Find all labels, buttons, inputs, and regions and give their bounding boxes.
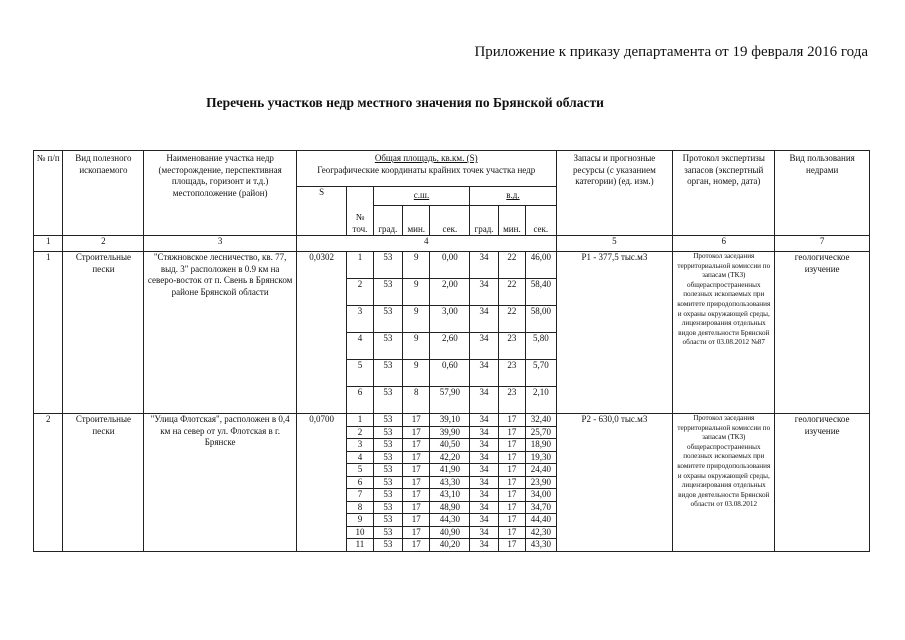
- header-lon-deg: град.: [470, 206, 498, 236]
- lon-sec: 32,40: [526, 414, 557, 427]
- lat-deg: 53: [373, 539, 402, 552]
- lon-deg: 34: [470, 333, 498, 360]
- colnum-1: 1: [34, 236, 63, 252]
- lat-min: 17: [403, 489, 430, 502]
- lon-sec: 43,30: [526, 539, 557, 552]
- lat-sec: 3,00: [430, 306, 470, 333]
- lon-sec: 5,80: [526, 333, 557, 360]
- colnum-6: 6: [673, 236, 775, 252]
- colnum-4: 4: [296, 236, 556, 252]
- lat-min: 9: [403, 279, 430, 306]
- header-reserves: Запасы и прогнозные ресурсы (с указанием категории) (ед. изм.): [556, 151, 673, 236]
- lon-min: 17: [498, 439, 525, 452]
- lat-sec: 40,90: [430, 526, 470, 539]
- lat-min: 17: [403, 514, 430, 527]
- lat-min: 17: [403, 464, 430, 477]
- lat-min: 17: [403, 414, 430, 427]
- lon-deg: 34: [470, 426, 498, 439]
- lat-sec: 0,60: [430, 360, 470, 387]
- site-reserves: Р1 - 377,5 тыс.м3: [556, 252, 673, 414]
- point-no: 1: [347, 414, 373, 427]
- site-usage: геологическое изучение: [775, 414, 870, 552]
- lat-sec: 48,90: [430, 501, 470, 514]
- lat-deg: 53: [373, 451, 402, 464]
- lat-sec: 39,90: [430, 426, 470, 439]
- header-coords: Географические координаты крайних точек участка недр: [317, 164, 536, 175]
- lat-min: 9: [403, 333, 430, 360]
- lon-deg: 34: [470, 489, 498, 502]
- point-no: 4: [347, 451, 373, 464]
- point-no: 3: [347, 306, 373, 333]
- lon-sec: 5,70: [526, 360, 557, 387]
- lat-deg: 53: [373, 414, 402, 427]
- lon-deg: 34: [470, 464, 498, 477]
- lon-min: 17: [498, 476, 525, 489]
- colnum-7: 7: [775, 236, 870, 252]
- lon-deg: 34: [470, 526, 498, 539]
- site-num: 1: [34, 252, 63, 414]
- lat-sec: 2,00: [430, 279, 470, 306]
- lat-deg: 53: [373, 526, 402, 539]
- colnum-2: 2: [63, 236, 144, 252]
- lon-min: 23: [498, 333, 525, 360]
- lat-deg: 53: [373, 426, 402, 439]
- lat-sec: 43,10: [430, 489, 470, 502]
- lat-deg: 53: [373, 387, 402, 414]
- lon-sec: 58,40: [526, 279, 557, 306]
- site-protocol: Протокол заседания территориальной комиссии по запасам (ТКЗ) общераспространенных полезных ископаемых при комитете природопользования и охраны окружающей среды, лицензирования отдельных видов деятельности Брянской области от 03.08.2012 №87: [673, 252, 775, 414]
- lat-min: 17: [403, 501, 430, 514]
- point-no: 4: [347, 333, 373, 360]
- lon-min: 17: [498, 464, 525, 477]
- lon-sec: 46,00: [526, 252, 557, 279]
- lat-min: 17: [403, 451, 430, 464]
- lon-sec: 34,70: [526, 501, 557, 514]
- lat-deg: 53: [373, 489, 402, 502]
- header-mineral: Вид полезного ископаемого: [63, 151, 144, 236]
- lon-deg: 34: [470, 279, 498, 306]
- lon-min: 23: [498, 360, 525, 387]
- lon-deg: 34: [470, 451, 498, 464]
- lon-deg: 34: [470, 514, 498, 527]
- point-no: 2: [347, 279, 373, 306]
- lon-sec: 2,10: [526, 387, 557, 414]
- header-name: Наименование участка недр (месторождение, перспективная площадь, горизонт и т.д.) местоположение (район): [144, 151, 296, 236]
- lon-sec: 24,40: [526, 464, 557, 477]
- lat-min: 8: [403, 387, 430, 414]
- lon-deg: 34: [470, 539, 498, 552]
- lat-min: 9: [403, 306, 430, 333]
- lon-sec: 19,30: [526, 451, 557, 464]
- lat-deg: 53: [373, 252, 402, 279]
- point-no: 5: [347, 464, 373, 477]
- lon-sec: 58,00: [526, 306, 557, 333]
- sites-table: [33, 150, 870, 552]
- lon-min: 17: [498, 451, 525, 464]
- point-no: 10: [347, 526, 373, 539]
- site-name: "Улица Флотская", расположен в 0,4 км на север от ул. Флотская в г. Брянске: [144, 414, 296, 552]
- lat-sec: 0,00: [430, 252, 470, 279]
- lat-deg: 53: [373, 333, 402, 360]
- lon-sec: 44,40: [526, 514, 557, 527]
- lat-sec: 40,50: [430, 439, 470, 452]
- lat-min: 17: [403, 539, 430, 552]
- header-lat-sec: сек.: [430, 206, 470, 236]
- lon-deg: 34: [470, 476, 498, 489]
- lon-deg: 34: [470, 439, 498, 452]
- site-mineral: Строительные пески: [63, 252, 144, 414]
- lon-min: 17: [498, 414, 525, 427]
- appendix-note: Приложение к приказу департамента от 19 февраля 2016 года: [474, 44, 868, 60]
- lat-sec: 40,20: [430, 539, 470, 552]
- lat-sec: 57,90: [430, 387, 470, 414]
- lat-sec: 43,30: [430, 476, 470, 489]
- lon-deg: 34: [470, 360, 498, 387]
- site-area: 0,0700: [296, 414, 346, 552]
- point-no: 8: [347, 501, 373, 514]
- colnum-3: 3: [144, 236, 296, 252]
- document-title: Перечень участков недр местного значения по Брянской области: [206, 95, 604, 110]
- site-name: "Стяжновское лесничество, кв. 77, выд. 3" расположен в 0.9 км на северо-восток от п. Свень в Брянском районе Брянской области: [144, 252, 296, 414]
- lat-min: 17: [403, 526, 430, 539]
- lat-sec: 41,90: [430, 464, 470, 477]
- lat-min: 9: [403, 252, 430, 279]
- header-lon-sec: сек.: [526, 206, 557, 236]
- lon-min: 17: [498, 501, 525, 514]
- lon-sec: 34,00: [526, 489, 557, 502]
- lat-deg: 53: [373, 514, 402, 527]
- point-no: 2: [347, 426, 373, 439]
- lat-deg: 53: [373, 476, 402, 489]
- lat-sec: 44,30: [430, 514, 470, 527]
- point-no: 9: [347, 514, 373, 527]
- lon-deg: 34: [470, 387, 498, 414]
- header-s: S: [296, 187, 346, 236]
- coord-row: [34, 414, 870, 427]
- header-lat-deg: град.: [373, 206, 402, 236]
- lon-min: 22: [498, 252, 525, 279]
- lon-sec: 42,30: [526, 526, 557, 539]
- lon-deg: 34: [470, 501, 498, 514]
- site-mineral: Строительные пески: [63, 414, 144, 552]
- header-lat: с.ш.: [373, 187, 470, 206]
- lon-min: 17: [498, 514, 525, 527]
- colnum-5: 5: [556, 236, 673, 252]
- site-reserves: Р2 - 630,0 тыс.м3: [556, 414, 673, 552]
- lat-min: 17: [403, 426, 430, 439]
- lon-min: 23: [498, 387, 525, 414]
- lon-min: 17: [498, 526, 525, 539]
- point-no: 5: [347, 360, 373, 387]
- lat-deg: 53: [373, 464, 402, 477]
- lon-deg: 34: [470, 414, 498, 427]
- lon-deg: 34: [470, 252, 498, 279]
- coord-row: [34, 252, 870, 279]
- header-lon: в.д.: [470, 187, 556, 206]
- header-protocol: Протокол экспертизы запасов (экспертный орган, номер, дата): [673, 151, 775, 236]
- lon-sec: 18,90: [526, 439, 557, 452]
- site-usage: геологическое изучение: [775, 252, 870, 414]
- lat-deg: 53: [373, 501, 402, 514]
- point-no: 3: [347, 439, 373, 452]
- lon-min: 22: [498, 279, 525, 306]
- lat-min: 17: [403, 439, 430, 452]
- header-lat-min: мин.: [403, 206, 430, 236]
- lat-deg: 53: [373, 306, 402, 333]
- lat-sec: 39,10: [430, 414, 470, 427]
- point-no: 7: [347, 489, 373, 502]
- header-lon-min: мин.: [498, 206, 525, 236]
- lon-sec: 25,70: [526, 426, 557, 439]
- header-usage: Вид пользования недрами: [775, 151, 870, 236]
- site-area: 0,0302: [296, 252, 346, 414]
- point-no: 6: [347, 476, 373, 489]
- lat-min: 9: [403, 360, 430, 387]
- lon-deg: 34: [470, 306, 498, 333]
- header-area-coords: [296, 151, 556, 187]
- lat-min: 17: [403, 476, 430, 489]
- lon-sec: 23,90: [526, 476, 557, 489]
- lon-min: 22: [498, 306, 525, 333]
- point-no: 11: [347, 539, 373, 552]
- lat-sec: 2,60: [430, 333, 470, 360]
- header-num: № п/п: [34, 151, 63, 236]
- site-protocol: Протокол заседания территориальной комиссии по запасам (ТКЗ) общераспространенных полезных ископаемых при комитете природопользования и охраны окружающей среды, лицензирования отдельных видов деятельности Брянской области от 03.08.2012: [673, 414, 775, 552]
- lon-min: 17: [498, 539, 525, 552]
- point-no: 1: [347, 252, 373, 279]
- lon-min: 17: [498, 489, 525, 502]
- header-point: № точ.: [347, 187, 373, 236]
- lat-deg: 53: [373, 439, 402, 452]
- header-area: Общая площадь, кв.км. (S): [374, 153, 478, 163]
- lat-deg: 53: [373, 279, 402, 306]
- point-no: 6: [347, 387, 373, 414]
- lon-min: 17: [498, 426, 525, 439]
- lat-sec: 42,20: [430, 451, 470, 464]
- site-num: 2: [34, 414, 63, 552]
- lat-deg: 53: [373, 360, 402, 387]
